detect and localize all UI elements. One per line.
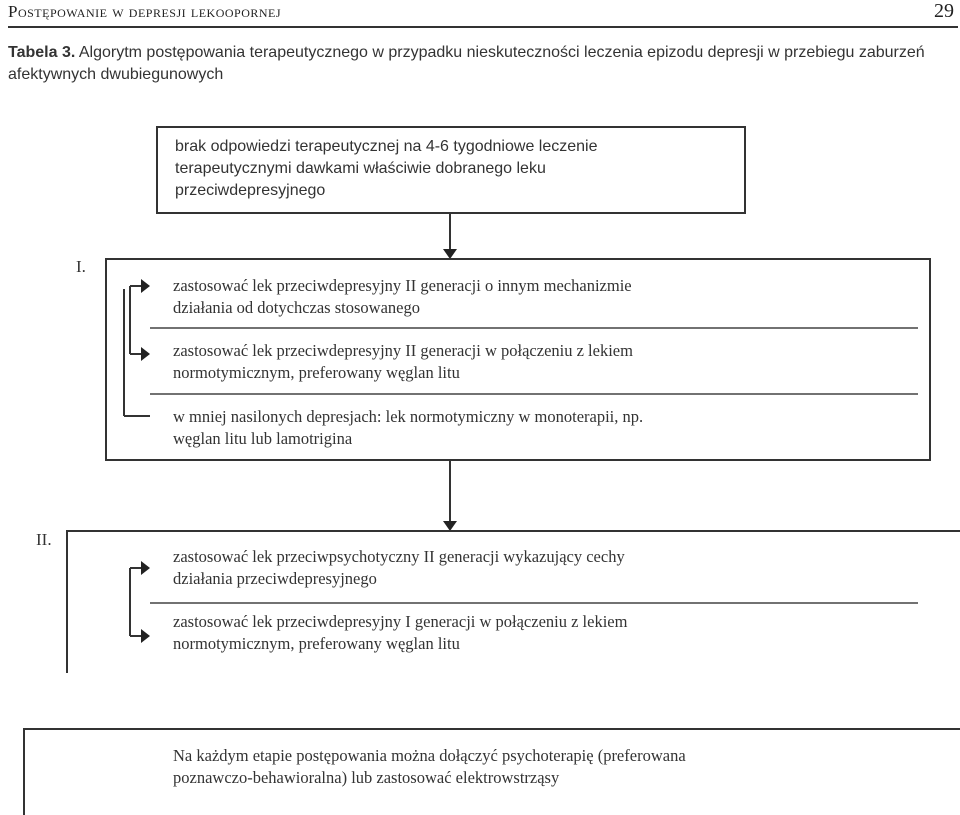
step-1-option-3: w mniej nasilonych depresjach: lek normotymiczny w monoterapii, np. węglan litu lub lamotrigina [173,407,644,448]
caption-label: Tabela 3. [8,44,76,61]
step-2-label: II. [36,530,52,549]
note-text: Na każdym etapie postępowania można dołączyć psychoterapię (preferowana poznawczo-behawioralna) lub zastosować elektrowstrząsy [173,746,686,787]
start-box-line: przeciwdepresyjnego [175,182,326,199]
running-title: Postępowanie w depresji lekoopornej [8,2,282,21]
step-2-option-2: zastosować lek przeciwdepresyjny I generacji w połączeniu z lekiem normotymicznym, preferowany węglan litu [173,612,628,653]
step-1-option-2: zastosować lek przeciwdepresyjny II generacji w połączeniu z lekiem normotymicznym, preferowany węglan litu [173,341,633,382]
step-1-label: I. [76,257,86,276]
start-box [156,126,746,214]
step-1-option-1: zastosować lek przeciwdepresyjny II generacji o innym mechanizmie działania od dotychczas stosowanego [173,276,632,317]
start-box-line: terapeutycznymi dawkami właściwie dobranego leku [175,160,546,177]
step-2-option-1: zastosować lek przeciwpsychotyczny II generacji wykazujący cechy działania przeciwdepresyjnego [173,547,625,588]
caption-text: Algorytm postępowania terapeutycznego w przypadku nieskuteczności leczenia epizodu depresji w przebiegu zaburzeń afektywnych dwubiegunowych [8,44,925,83]
start-box-line: brak odpowiedzi terapeutycznej na 4-6 tygodniowe leczenie [175,138,598,155]
page-number: 29 [934,0,954,22]
